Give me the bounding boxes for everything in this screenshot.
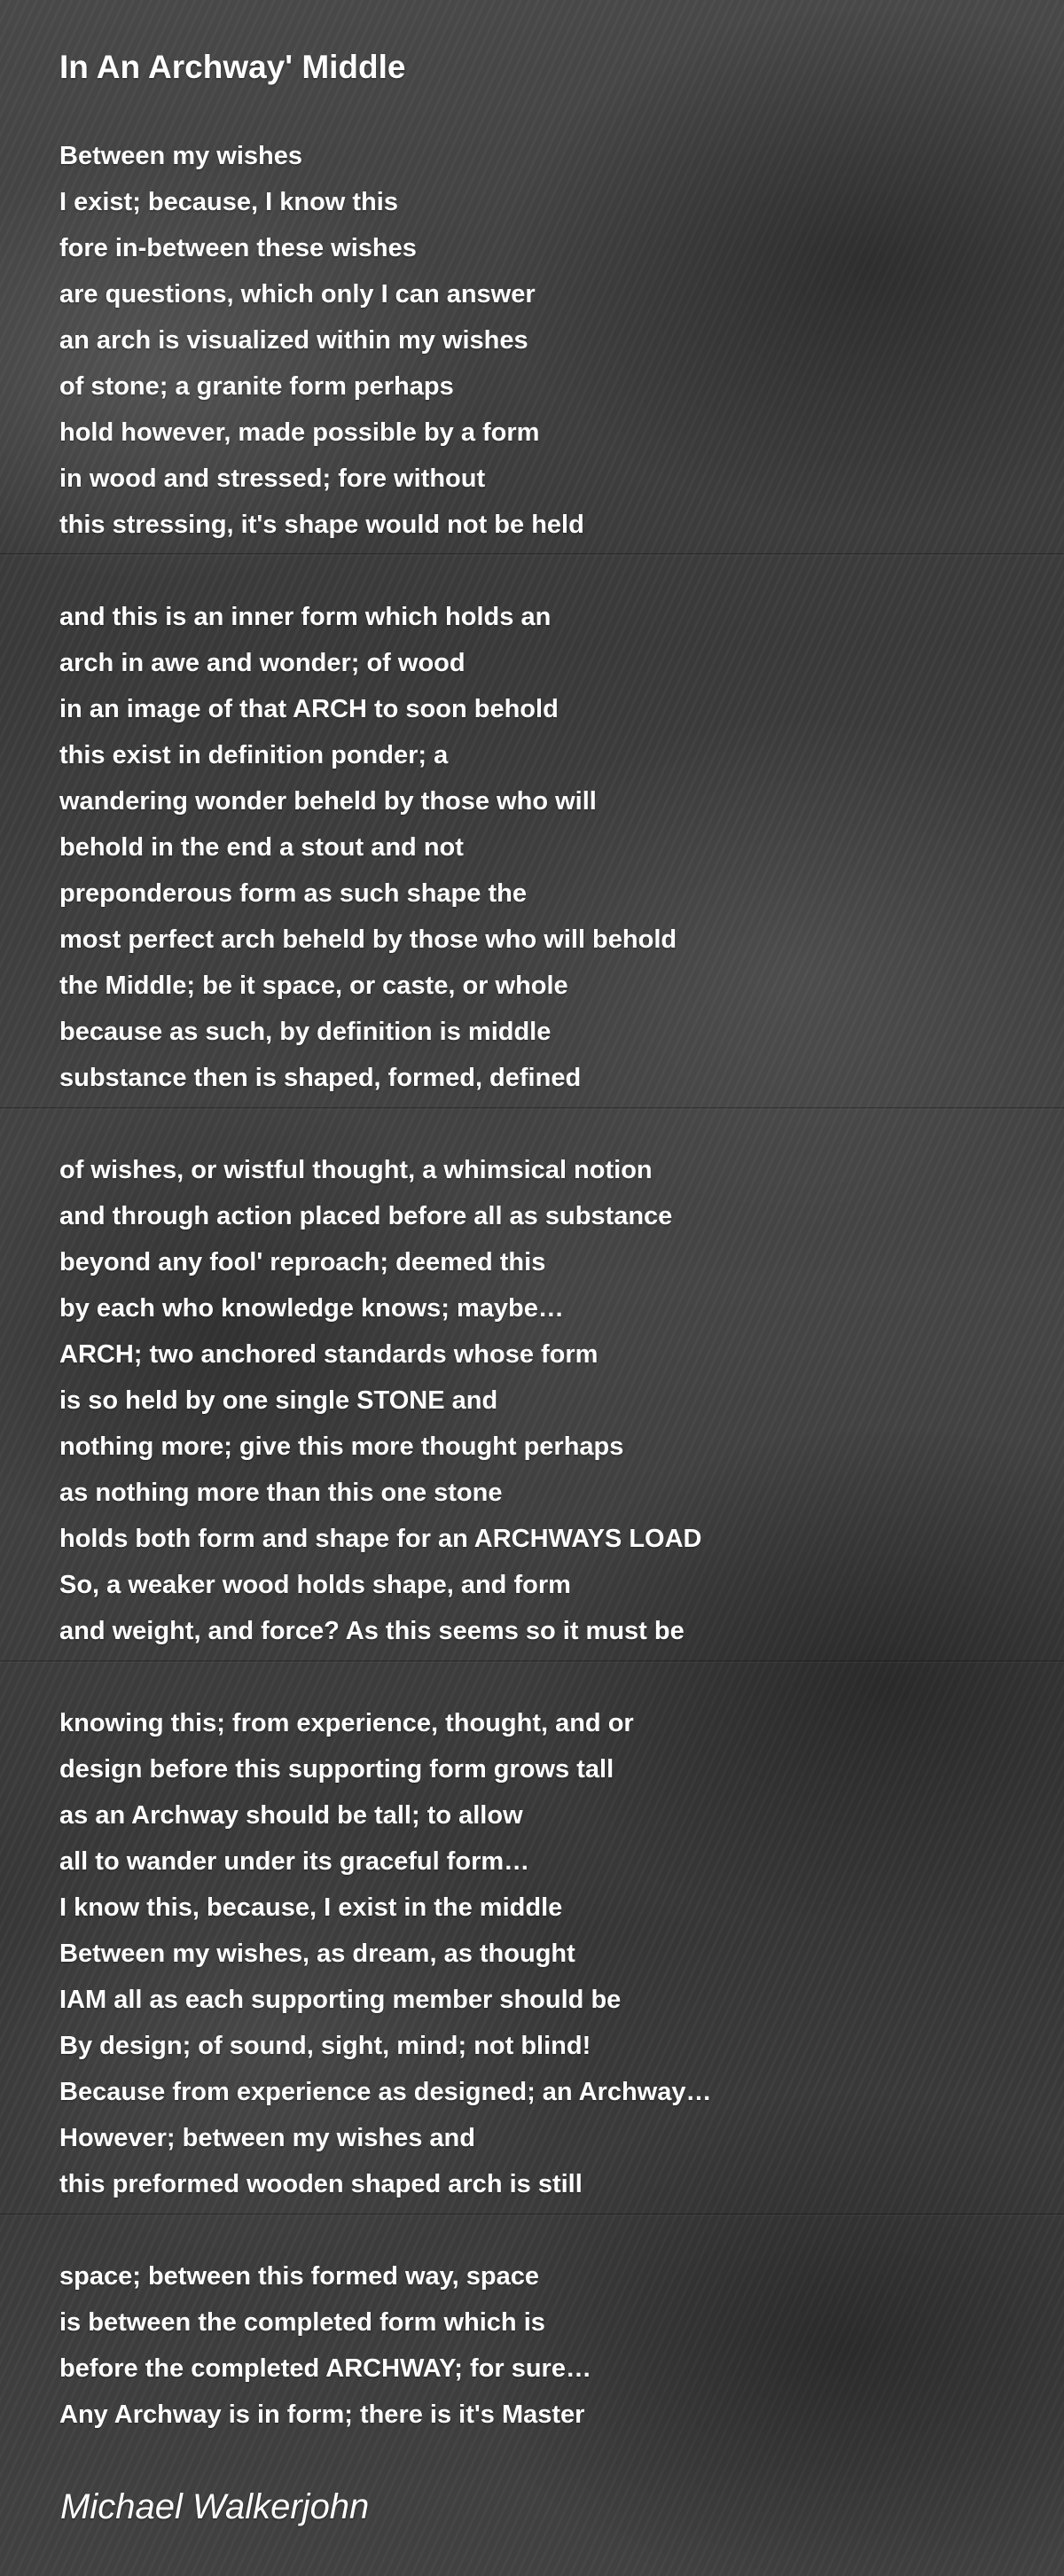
poem-line: all to wander under its graceful form… bbox=[59, 1847, 530, 1876]
poem-line: this preformed wooden shaped arch is still bbox=[59, 2170, 583, 2198]
poem-line: as an Archway should be tall; to allow bbox=[59, 1801, 523, 1830]
poem-line: are questions, which only I can answer bbox=[59, 280, 536, 308]
poem-line: an arch is visualized within my wishes bbox=[59, 326, 528, 355]
poem-line: wandering wonder beheld by those who will bbox=[59, 787, 597, 816]
poem-line: space; between this formed way, space bbox=[59, 2262, 539, 2291]
poem-line: and this is an inner form which holds an bbox=[59, 603, 552, 631]
poem-line: and through action placed before all as substance bbox=[59, 1202, 673, 1230]
poem-line: arch in awe and wonder; of wood bbox=[59, 649, 466, 677]
poem-line: substance then is shaped, formed, defined bbox=[59, 1064, 582, 1092]
stanza-2 bbox=[59, 594, 1017, 1101]
poem-line: as nothing more than this one stone bbox=[59, 1479, 503, 1507]
poem-line: of stone; a granite form perhaps bbox=[59, 372, 454, 401]
poem-body bbox=[59, 133, 1017, 2438]
poem-line: Any Archway is in form; there is it's Master bbox=[59, 2400, 585, 2429]
poem-line: this exist in definition ponder; a bbox=[59, 741, 449, 769]
poem-line: ARCH; two anchored standards whose form bbox=[59, 1340, 598, 1369]
poem-line: Because from experience as designed; an Archway… bbox=[59, 2078, 712, 2106]
poem-line: behold in the end a stout and not bbox=[59, 833, 464, 862]
stanza-5 bbox=[59, 2253, 1017, 2438]
poem-line: fore in-between these wishes bbox=[59, 234, 417, 262]
poem-line: beyond any fool' reproach; deemed this bbox=[59, 1248, 546, 1276]
poem-line: the Middle; be it space, or caste, or whole bbox=[59, 972, 568, 1000]
poem-line: before the completed ARCHWAY; for sure… bbox=[59, 2354, 591, 2383]
stanza-1 bbox=[59, 133, 1017, 548]
poem-line: By design; of sound, sight, mind; not blind! bbox=[59, 2032, 591, 2060]
poem-line: hold however, made possible by a form bbox=[59, 418, 540, 447]
poem-line: in wood and stressed; fore without bbox=[59, 464, 486, 493]
poem-line: because as such, by definition is middle bbox=[59, 1018, 552, 1046]
poem-line: is between the completed form which is bbox=[59, 2308, 545, 2337]
poem-title: In An Archway' Middle bbox=[59, 49, 406, 85]
stanza-3 bbox=[59, 1147, 1017, 1654]
poem-line: by each who knowledge knows; maybe… bbox=[59, 1294, 564, 1323]
poem-line: Between my wishes, as dream, as thought bbox=[59, 1940, 575, 1968]
poem-line: holds both form and shape for an ARCHWAYS LOAD bbox=[59, 1525, 702, 1553]
poem-line: most perfect arch beheld by those who will behold bbox=[59, 925, 677, 954]
poem-line: nothing more; give this more thought perhaps bbox=[59, 1432, 624, 1461]
poem-line: I exist; because, I know this bbox=[59, 188, 398, 216]
poem-line: this stressing, it's shape would not be held bbox=[59, 511, 584, 539]
poem-line: of wishes, or wistful thought, a whimsical notion bbox=[59, 1156, 653, 1184]
poem-line: is so held by one single STONE and bbox=[59, 1386, 498, 1415]
poem-line: design before this supporting form grows tall bbox=[59, 1755, 614, 1784]
poem-line: Between my wishes bbox=[59, 142, 302, 170]
poem-line: IAM all as each supporting member should be bbox=[59, 1986, 622, 2014]
poem-line: I know this, because, I exist in the middle bbox=[59, 1893, 563, 1922]
poem-author: Michael Walkerjohn bbox=[60, 2487, 370, 2526]
poem-line: knowing this; from experience, thought, and or bbox=[59, 1709, 634, 1737]
stanza-4 bbox=[59, 1700, 1017, 2207]
poem-line: preponderous form as such shape the bbox=[59, 879, 527, 908]
poem-line: However; between my wishes and bbox=[59, 2124, 475, 2152]
poem-line: So, a weaker wood holds shape, and form bbox=[59, 1571, 571, 1599]
poem-line: and weight, and force? As this seems so it must be bbox=[59, 1617, 685, 1645]
poem-line: in an image of that ARCH to soon behold bbox=[59, 695, 559, 723]
